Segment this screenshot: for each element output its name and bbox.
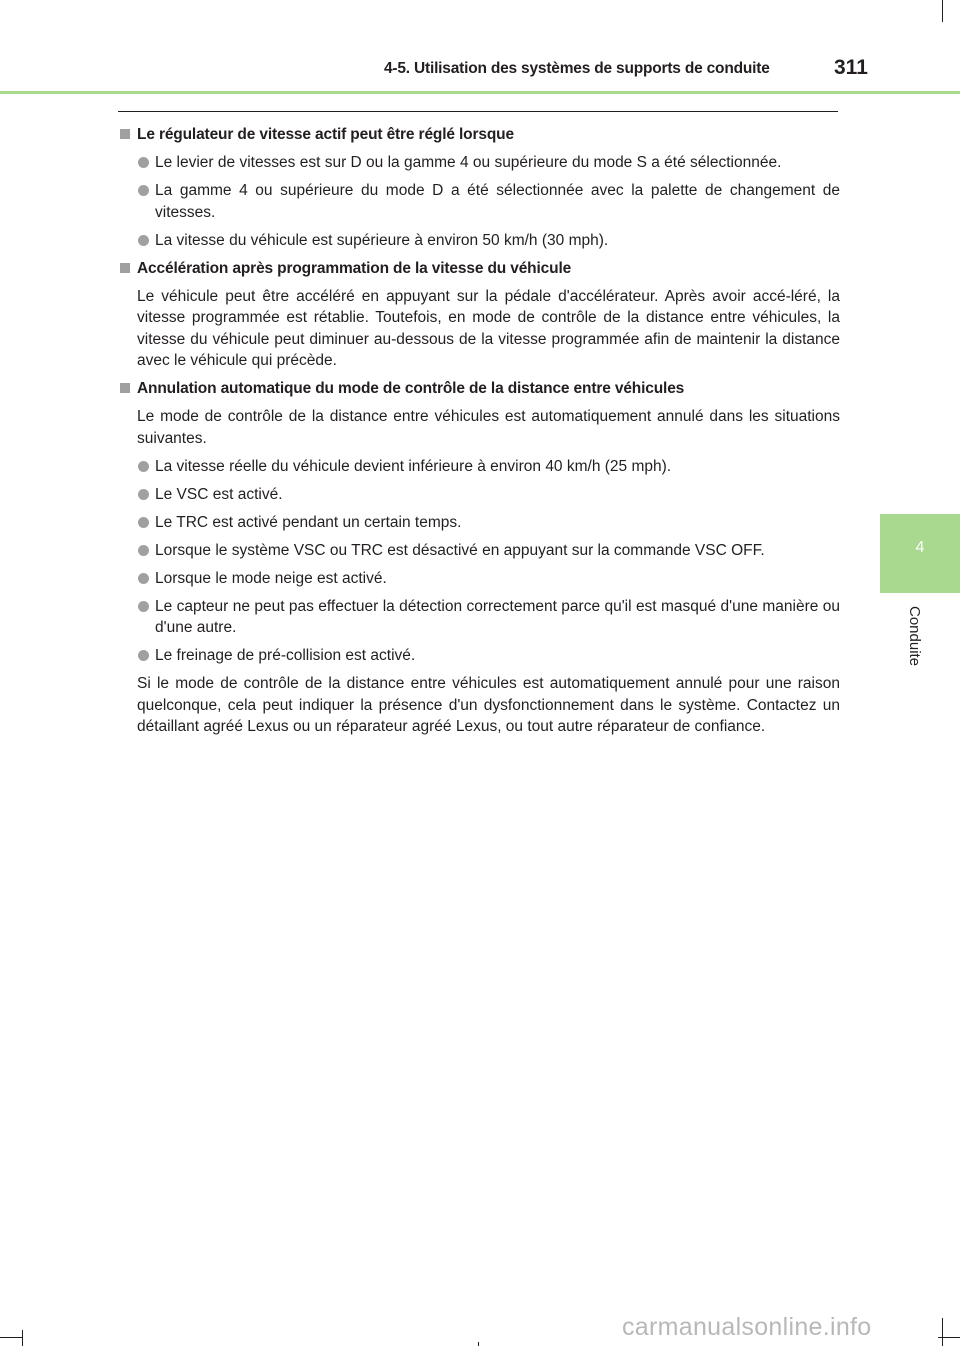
list-item-text: Le TRC est activé pendant un certain temps. <box>155 513 462 531</box>
circle-bullet-icon <box>138 489 149 500</box>
list-item-text: Lorsque le mode neige est activé. <box>155 569 387 587</box>
list-item-text: Lorsque le système VSC ou TRC est désactivé en appuyant sur la commande VSC OFF. <box>155 541 765 559</box>
circle-bullet-icon <box>138 185 149 196</box>
header-title: 4-5. Utilisation des systèmes de supports de conduite <box>384 60 770 77</box>
section-heading-text: Accélération après programmation de la vitesse du véhicule <box>137 259 572 277</box>
list-item <box>118 230 840 252</box>
page-number: 311 <box>834 56 868 79</box>
list-item-text: La vitesse du véhicule est supérieure à environ 50 km/h (30 mph). <box>155 231 609 249</box>
list-item <box>118 484 840 506</box>
list-item-text: Le capteur ne peut pas effectuer la détection correctement parce qu'il est masqué d'une manière ou d'une autre. <box>155 597 840 636</box>
list-item-text: La gamme 4 ou supérieure du mode D a été sélectionnée avec la palette de changement de vitesses. <box>155 182 840 221</box>
circle-bullet-icon <box>138 650 149 661</box>
circle-bullet-icon <box>138 601 149 612</box>
circle-bullet-icon <box>138 461 149 472</box>
header-rule <box>0 91 960 94</box>
square-bullet-icon <box>120 263 130 273</box>
circle-bullet-icon <box>138 157 149 168</box>
content-rule <box>118 111 838 112</box>
paragraph: Si le mode de contrôle de la distance entre véhicules est automatiquement annulé pour une raison quelconque, cela peut indiquer la présence d'un dysfonctionnement dans le système. Contactez un détaillant agréé Lexus ou un réparateur agréé Lexus, ou tout autre réparateur de confiance. <box>137 675 840 735</box>
paragraph: Le mode de contrôle de la distance entre véhicules est automatiquement annulé dans les situations suivantes. <box>137 408 840 447</box>
crop-mark <box>942 0 943 22</box>
list-item <box>118 180 840 223</box>
chapter-tab <box>880 514 960 593</box>
list-item-text: Le VSC est activé. <box>155 485 283 503</box>
watermark: carmanualsonline.info <box>622 1313 872 1341</box>
chapter-tab-number: 4 <box>915 539 925 556</box>
crop-mark <box>22 1330 23 1346</box>
list-item <box>118 540 840 562</box>
circle-bullet-icon <box>138 235 149 246</box>
paragraph: Le véhicule peut être accéléré en appuyant sur la pédale d'accélérateur. Après avoir accé-léré, la vitesse programmée est rétablie. Toutefois, en mode de contrôle de la distance entre véhicules, la vitesse du véhicule peut diminuer au-dessous de la vitesse programmée afin de maintenir la distance avec le véhicule qui précède. <box>137 287 840 369</box>
list-item <box>118 456 840 478</box>
list-item <box>118 596 840 639</box>
square-bullet-icon <box>120 129 130 139</box>
list-item-text: La vitesse réelle du véhicule devient inférieure à environ 40 km/h (25 mph). <box>155 457 672 475</box>
section-heading <box>118 124 840 146</box>
crop-mark <box>942 1318 943 1346</box>
section-heading-text: Le régulateur de vitesse actif peut être réglé lorsque <box>137 126 514 143</box>
circle-bullet-icon <box>138 545 149 556</box>
content <box>118 124 840 738</box>
circle-bullet-icon <box>138 573 149 584</box>
list-item <box>118 512 840 534</box>
list-item-text: Le levier de vitesses est sur D ou la gamme 4 ou supérieure du mode S a été sélectionnée. <box>155 154 782 171</box>
chapter-tab-label: Conduite <box>906 606 923 667</box>
square-bullet-icon <box>120 383 130 393</box>
section-heading <box>118 258 840 280</box>
circle-bullet-icon <box>138 517 149 528</box>
list-item <box>118 568 840 590</box>
section-heading <box>118 378 840 400</box>
list-item-text: Le freinage de pré-collision est activé. <box>155 647 416 664</box>
list-item <box>118 645 840 667</box>
crop-mark <box>478 1342 479 1346</box>
section-heading-text: Annulation automatique du mode de contrôle de la distance entre véhicules <box>137 380 685 397</box>
crop-mark <box>0 1337 22 1338</box>
list-item <box>118 152 840 174</box>
